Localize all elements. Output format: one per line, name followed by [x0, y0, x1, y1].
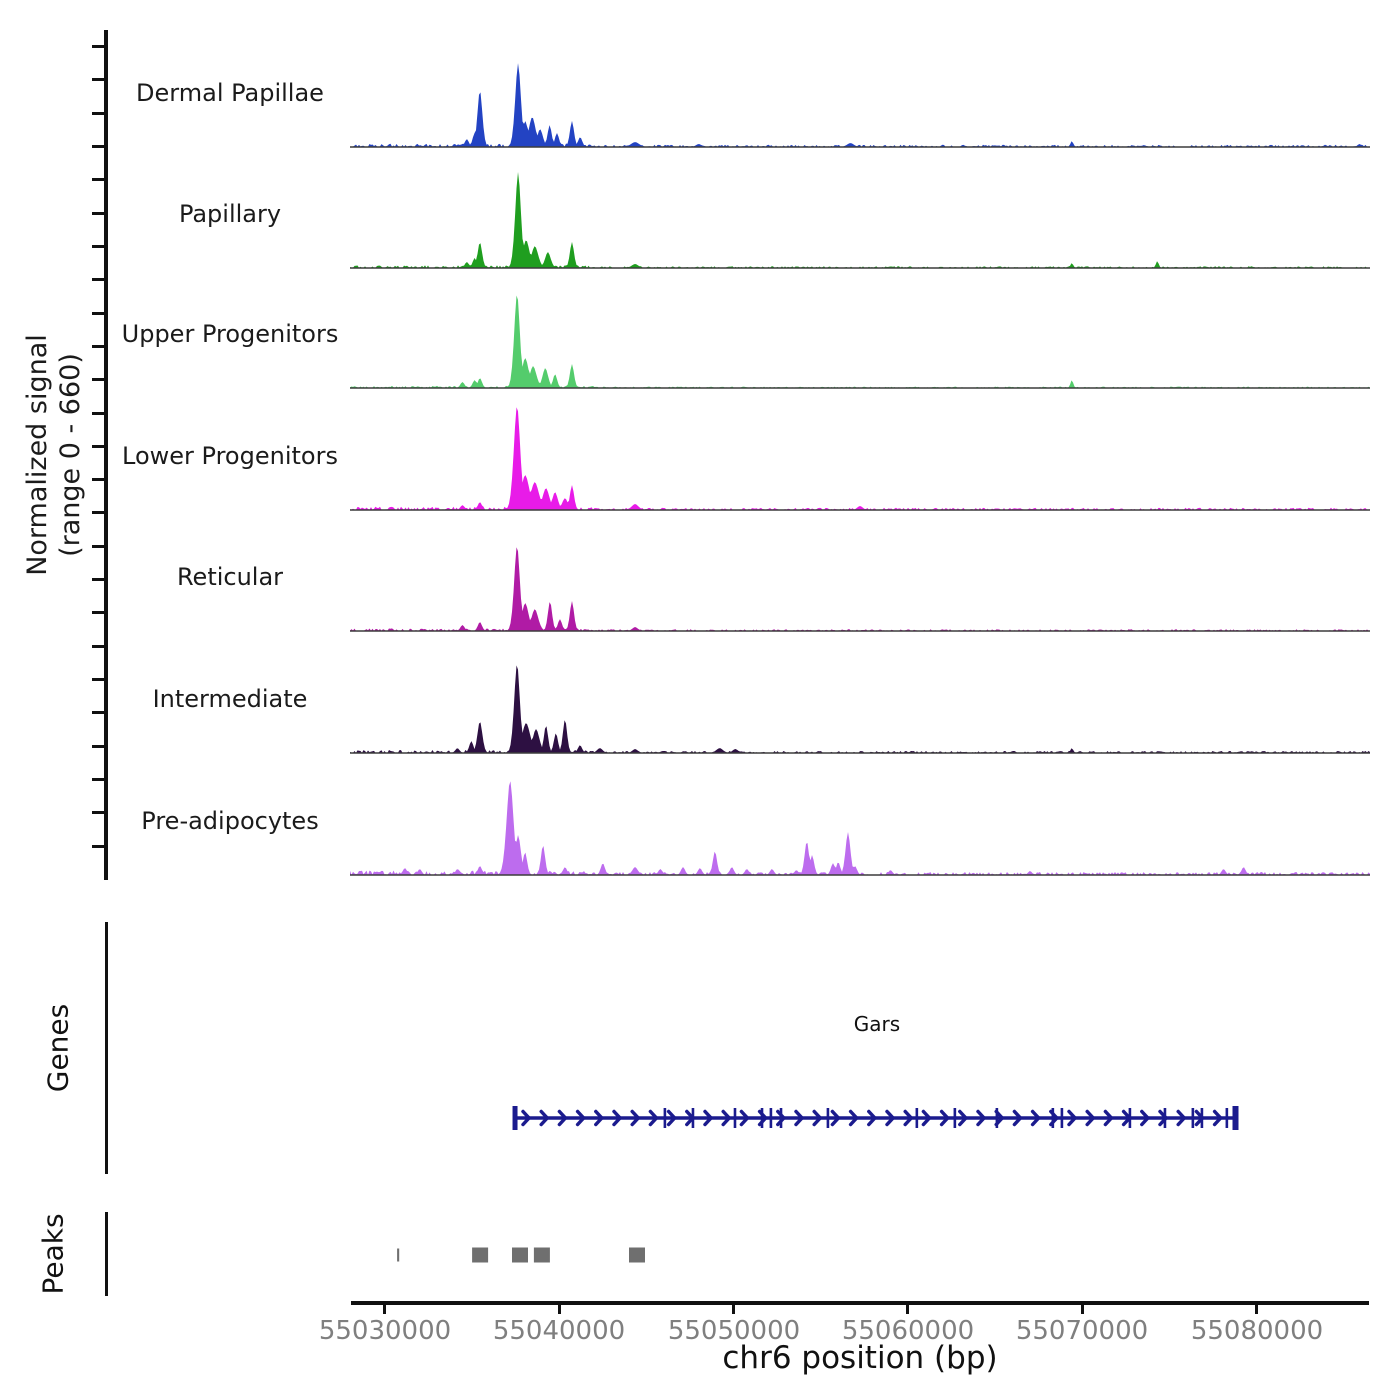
track-label-dermal-papillae: Dermal Papillae [136, 79, 324, 107]
track-label-pre-adipocytes: Pre-adipocytes [141, 807, 319, 835]
x-tick-label: 55040000 [492, 1316, 626, 1346]
x-tick-label: 55070000 [1015, 1316, 1149, 1346]
track-label-intermediate: Intermediate [152, 685, 308, 713]
signal-y-axis-tick [92, 145, 105, 148]
signal-y-axis-tick [92, 745, 105, 748]
signal-y-axis-tick [92, 845, 105, 848]
x-tick-label: 55060000 [841, 1316, 975, 1346]
signal-y-axis-tick [92, 545, 105, 548]
signal-y-axis-tick [92, 478, 105, 481]
x-tick-label: 55050000 [667, 1316, 801, 1346]
signal-track-lower-progenitors [350, 405, 1370, 511]
x-axis-tick [1081, 1305, 1084, 1314]
genes-axis-line [105, 922, 108, 1174]
x-axis-tick [383, 1305, 386, 1314]
x-axis-tick [1255, 1305, 1258, 1314]
track-label-reticular: Reticular [176, 563, 284, 591]
peak-interval [534, 1248, 550, 1263]
signal-area-reticular [350, 547, 1370, 631]
peaks-axis-label: Peaks [36, 1213, 70, 1295]
x-axis-line [351, 1301, 1369, 1305]
signal-y-axis-tick [92, 412, 105, 415]
signal-y-axis-tick [92, 312, 105, 315]
signal-y-axis-tick [92, 678, 105, 681]
signal-y-axis-tick [92, 278, 105, 281]
track-label-papillary: Papillary [178, 200, 282, 228]
peak-interval [472, 1248, 488, 1263]
signal-y-axis-tick [92, 778, 105, 781]
x-axis-title: chr6 position (bp) [722, 1340, 998, 1376]
genes-axis-label: Genes [41, 1003, 75, 1093]
peak-interval [629, 1248, 645, 1263]
peak-interval [397, 1249, 399, 1262]
signal-y-axis-tick [92, 511, 105, 514]
signal-area-upper-progenitors [350, 296, 1370, 388]
signal-y-axis-tick [92, 645, 105, 648]
x-tick-label: 55080000 [1190, 1316, 1324, 1346]
x-axis-tick [732, 1305, 735, 1314]
x-axis-tick [558, 1305, 561, 1314]
peaks-axis-line [105, 1212, 108, 1296]
y-axis-label-line1: Normalized signal [22, 334, 53, 576]
gene-model-gars [350, 1096, 1370, 1140]
signal-y-axis-tick [92, 245, 105, 248]
signal-track-papillary [350, 163, 1370, 269]
signal-area-dermal-papillae [350, 63, 1370, 147]
signal-y-axis-tick [92, 378, 105, 381]
signal-track-intermediate [350, 648, 1370, 754]
signal-track-dermal-papillae [350, 42, 1370, 148]
signal-area-lower-progenitors [350, 407, 1370, 510]
signal-area-papillary [350, 172, 1370, 268]
track-label-lower-progenitors: Lower Progenitors [122, 442, 338, 470]
signal-track-pre-adipocytes [350, 770, 1370, 876]
peak-interval [512, 1248, 528, 1263]
signal-area-intermediate [350, 665, 1370, 753]
y-axis-label [21, 334, 87, 576]
signal-area-pre-adipocytes [350, 781, 1370, 875]
signal-y-axis-tick [92, 112, 105, 115]
y-axis-label-line2: (range 0 - 660) [55, 353, 86, 557]
signal-y-axis-tick [92, 45, 105, 48]
signal-y-axis-tick [92, 611, 105, 614]
signal-y-axis-tick [92, 178, 105, 181]
x-axis-tick [906, 1305, 909, 1314]
gene-name-label: Gars [853, 1012, 901, 1036]
track-label-upper-progenitors: Upper Progenitors [121, 320, 339, 348]
signal-track-reticular [350, 526, 1370, 632]
signal-track-upper-progenitors [350, 283, 1370, 389]
peaks-intervals [350, 1240, 1370, 1270]
x-tick-label: 55030000 [318, 1316, 452, 1346]
